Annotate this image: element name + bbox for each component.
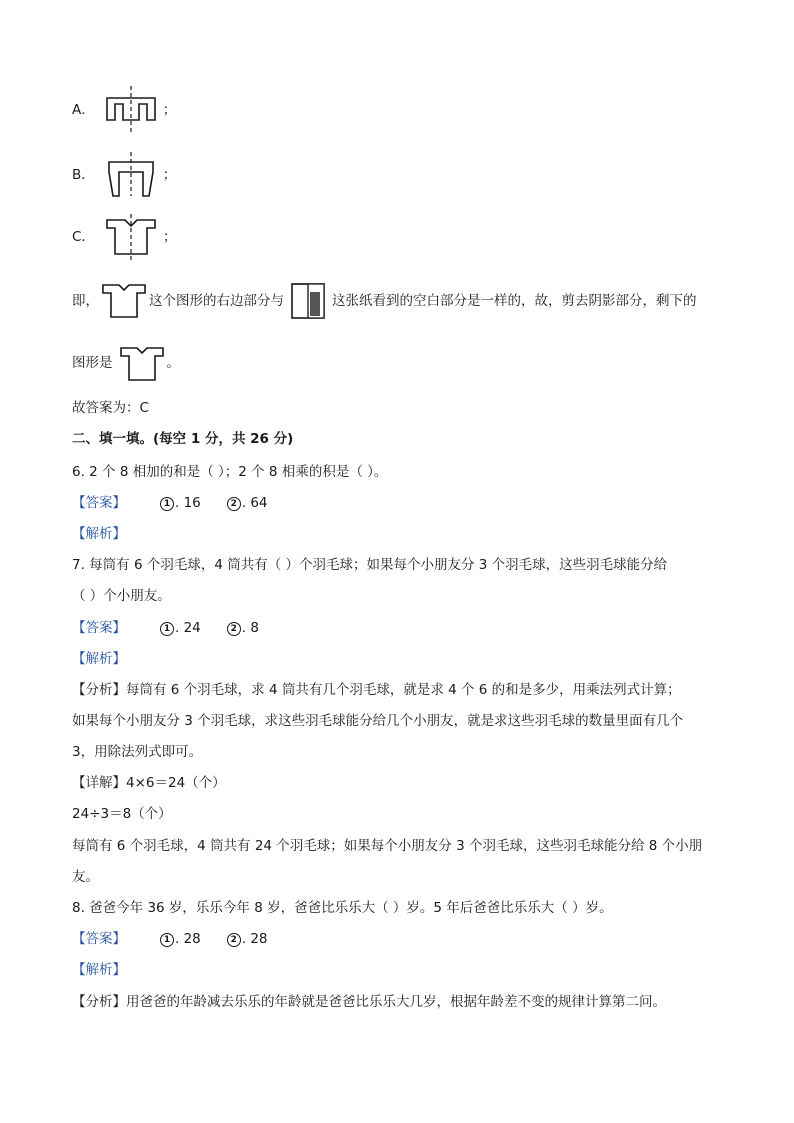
option-b-figure [103,152,159,198]
q6-answer [72,494,268,512]
option-a-semicolon: ； [162,102,177,118]
q6-value-2: . 64 [241,495,268,511]
q6-value-1: . 16 [175,495,201,511]
option-a-figure [103,86,159,134]
result-shirt-icon [117,342,167,384]
explain-prefix: 即， [72,293,99,309]
q7-xiangjie-text-1: 4×6＝24（个） [126,775,226,791]
q8-value-2: . 28 [241,931,268,947]
question-6: 6. 2 个 8 相加的和是（ ）；2 个 8 相乘的积是（ ）。 [72,464,388,480]
q7-fenxi-tag: 【分析】 [72,682,126,698]
option-a-label: A． [72,102,95,118]
q7-answer-tag: 【答案】 [72,620,126,636]
option-b-semicolon: ； [162,167,177,183]
section-title: 二、填一填。(每空 1 分，共 26 分) [72,431,294,447]
q7-conclusion-2: 友。 [72,869,99,885]
q7-fenxi-text-1: 每筒有 6 个羽毛球，求 4 筒共有几个羽毛球，就是求 4 个 6 的和是多少，用乘法列式计算； [126,682,681,698]
q6-answer-tag: 【答案】 [72,495,126,511]
q7-conclusion-1: 每筒有 6 个羽毛球，4 筒共有 24 个羽毛球；如果每个小朋友分 3 个羽毛球，这些羽毛球能分给 8 个小朋 [72,838,703,854]
q7-fenxi-3: 3，用除法列式即可。 [72,744,203,760]
q8-jiexi: 【解析】 [72,962,126,978]
q8-value-1: . 28 [175,931,201,947]
q7-value-1: . 24 [175,620,201,636]
q8-fenxi-text: 用爸爸的年龄减去乐乐的年龄就是爸爸比乐乐大几岁，根据年龄差不变的规律计算第二问。 [126,994,666,1010]
explain-mid: 这个图形的右边部分与 [149,293,284,309]
explain-suffix: 这张纸看到的空白部分是一样的，故，剪去阴影部分，剩下的 [332,293,697,309]
q8-answer [72,930,268,948]
q7-fenxi-2: 如果每个小朋友分 3 个羽毛球，求这些羽毛球能分给几个小朋友，就是求这些羽毛球的数量里面有几个 [72,713,684,729]
q8-fenxi [72,993,666,1011]
q7-answer [72,619,259,637]
q7-circle-2: 2 [227,622,241,636]
q7-fenxi-1 [72,681,681,699]
answer-line: 故答案为：C [72,400,149,416]
q7-value-2: . 8 [241,620,259,636]
option-c [72,214,176,260]
q7-xiangjie-1 [72,774,226,792]
q8-fenxi-tag: 【分析】 [72,994,126,1010]
explain-line-1 [72,280,697,322]
option-a [72,86,176,134]
q7-circle-1: 1 [160,622,174,636]
shirt-figure-icon [99,281,149,321]
q7-xiangjie-tag: 【详解】 [72,775,126,791]
q8-answer-tag: 【答案】 [72,931,126,947]
option-b-label: B． [72,167,95,183]
q7-jiexi: 【解析】 [72,651,126,667]
q8-circle-1: 1 [160,933,174,947]
q6-circle-2: 2 [227,497,241,511]
option-c-semicolon: ； [162,229,177,245]
question-7-line-2: （ ）个小朋友。 [72,588,171,604]
explain-line-2 [72,342,180,384]
q6-circle-1: 1 [160,497,174,511]
q8-circle-2: 2 [227,933,241,947]
q7-xiangjie-2: 24÷3＝8（个） [72,806,172,822]
explain-line2-prefix: 图形是 [72,355,113,371]
explain-line2-suffix: 。 [166,355,180,371]
q6-jiexi: 【解析】 [72,526,126,542]
question-7-line-1: 7. 每筒有 6 个羽毛球，4 筒共有（ ）个羽毛球；如果每个小朋友分 3 个羽毛球，这些羽毛球能分给 [72,557,668,573]
option-c-label: C． [72,229,95,245]
folded-paper-icon [288,280,328,322]
option-c-figure [103,214,159,260]
option-b [72,152,176,198]
question-8: 8. 爸爸今年 36 岁，乐乐今年 8 岁，爸爸比乐乐大（ ）岁。5 年后爸爸比乐乐大（ ）岁。 [72,900,613,916]
